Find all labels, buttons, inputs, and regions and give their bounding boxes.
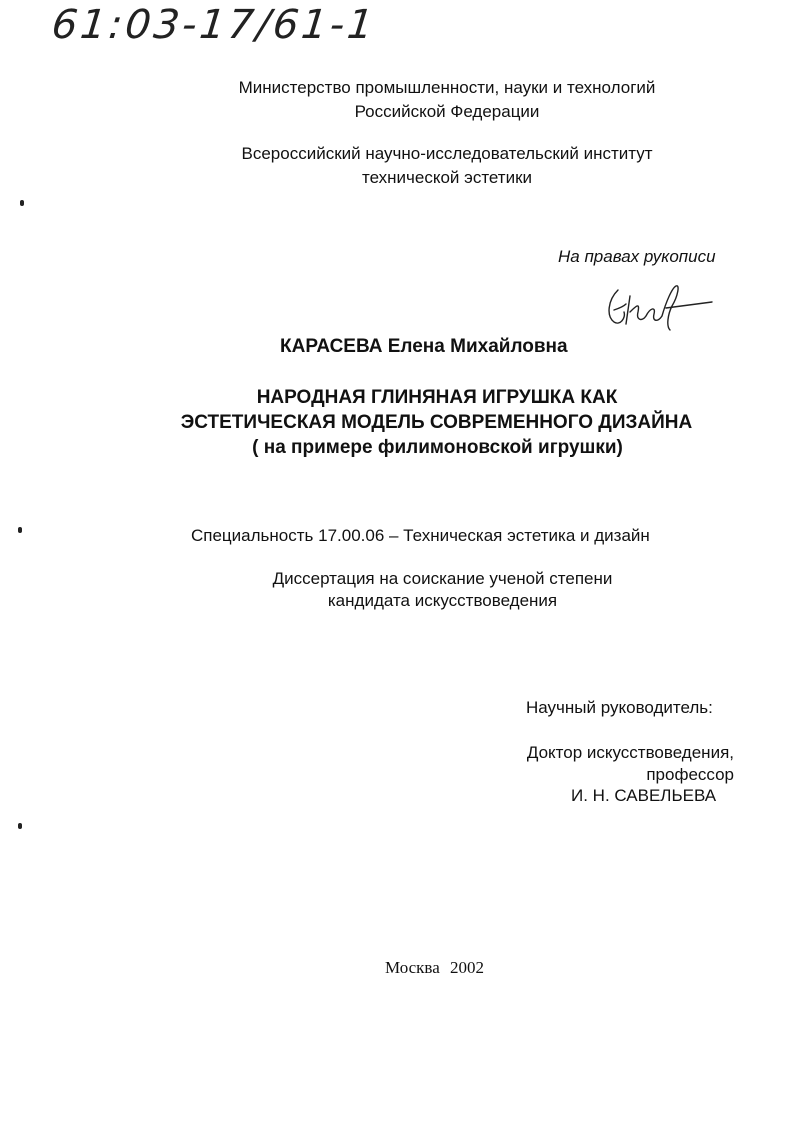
advisor-name: И. Н. САВЕЛЬЕВА xyxy=(571,786,717,805)
ministry-header xyxy=(48,76,798,124)
scan-mark xyxy=(20,200,24,206)
advisor-credentials xyxy=(527,742,734,786)
city-year: Москва 2002 xyxy=(385,958,485,977)
advisor-label: Научный руководитель: xyxy=(526,698,713,717)
author-name: КАРАСЕВА Елена Михайловна xyxy=(280,336,568,357)
author-signature xyxy=(600,282,715,334)
institute-header xyxy=(48,142,798,190)
archive-code-handwritten: 61:03-17/61-1 xyxy=(49,2,379,48)
scan-mark xyxy=(18,527,22,533)
dissertation-degree xyxy=(0,568,798,612)
title-line-1: НАРОДНАЯ ГЛИНЯНАЯ ИГРУШКА КАК xyxy=(256,387,618,408)
title-line-2: ЭСТЕТИЧЕСКАЯ МОДЕЛЬ СОВРЕМЕННОГО ДИЗАЙНА xyxy=(180,412,693,433)
institute-line-1: Всероссийский научно-исследовательский институт xyxy=(241,144,653,163)
advisor-degree: Доктор искусствоведения, xyxy=(526,743,734,762)
ministry-line-2: Российской Федерации xyxy=(354,102,540,121)
title-line-3: ( на примере филимоновской игрушки) xyxy=(252,437,623,458)
scan-mark xyxy=(18,823,22,829)
advisor-rank: профессор xyxy=(646,765,734,784)
degree-line-1: Диссертация на соискание ученой степени xyxy=(272,569,613,588)
institute-line-2: технической эстетики xyxy=(361,168,533,187)
degree-line-2: кандидата искусствоведения xyxy=(327,591,558,610)
specialty: Специальность 17.00.06 – Техническая эстетика и дизайн xyxy=(191,526,650,545)
manuscript-rights-note: На правах рукописи xyxy=(558,247,716,266)
dissertation-title xyxy=(0,385,798,460)
ministry-line-1: Министерство промышленности, науки и технологий xyxy=(238,78,656,97)
